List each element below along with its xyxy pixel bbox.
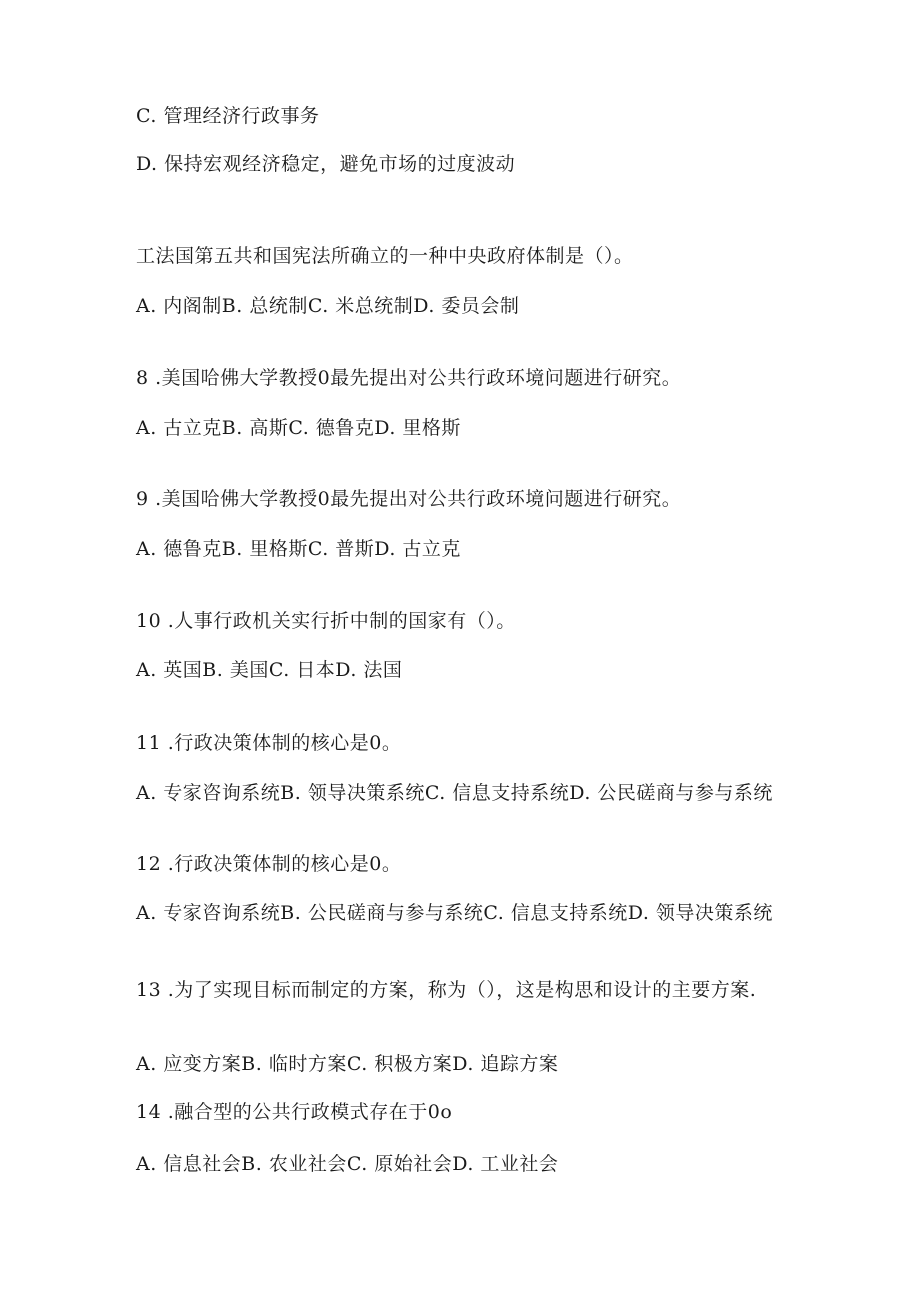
question-line: 14 .融合型的公共行政模式存在于0o <box>136 1101 453 1123</box>
option-line: A. 信息社会B. 农业社会C. 原始社会D. 工业社会 <box>136 1153 559 1175</box>
option-line: A. 应变方案B. 临时方案C. 积极方案D. 追踪方案 <box>136 1053 559 1075</box>
question-line: 13 .为了实现目标而制定的方案，称为（），这是构思和设计的主要方案. <box>136 979 757 1001</box>
question-line: 10 .人事行政机关实行折中制的国家有（）。 <box>136 610 516 632</box>
question-line: 9 .美国哈佛大学教授0最先提出对公共行政环境问题进行研究。 <box>136 488 682 510</box>
option-line: D. 保持宏观经济稳定，避免市场的过度波动 <box>136 153 516 175</box>
option-line: A. 古立克B. 高斯C. 德鲁克D. 里格斯 <box>136 417 461 439</box>
question-line: 8 .美国哈佛大学教授0最先提出对公共行政环境问题进行研究。 <box>136 367 682 389</box>
question-line: 工法国第五共和国宪法所确立的一种中央政府体制是（）。 <box>136 245 634 267</box>
question-line: 12 .行政决策体制的核心是0。 <box>136 853 402 875</box>
option-line: A. 内阁制B. 总统制C. 米总统制D. 委员会制 <box>136 295 520 317</box>
option-line: A. 专家咨询系统B. 领导决策系统C. 信息支持系统D. 公民磋商与参与系统 <box>136 782 773 804</box>
option-line: A. 德鲁克B. 里格斯C. 普斯D. 古立克 <box>136 538 461 560</box>
option-line: C. 管理经济行政事务 <box>136 105 320 127</box>
option-line: A. 英国B. 美国C. 日本D. 法国 <box>136 659 403 681</box>
option-line: A. 专家咨询系统B. 公民磋商与参与系统C. 信息支持系统D. 领导决策系统 <box>136 902 773 924</box>
question-line: 11 .行政决策体制的核心是0。 <box>136 732 402 754</box>
